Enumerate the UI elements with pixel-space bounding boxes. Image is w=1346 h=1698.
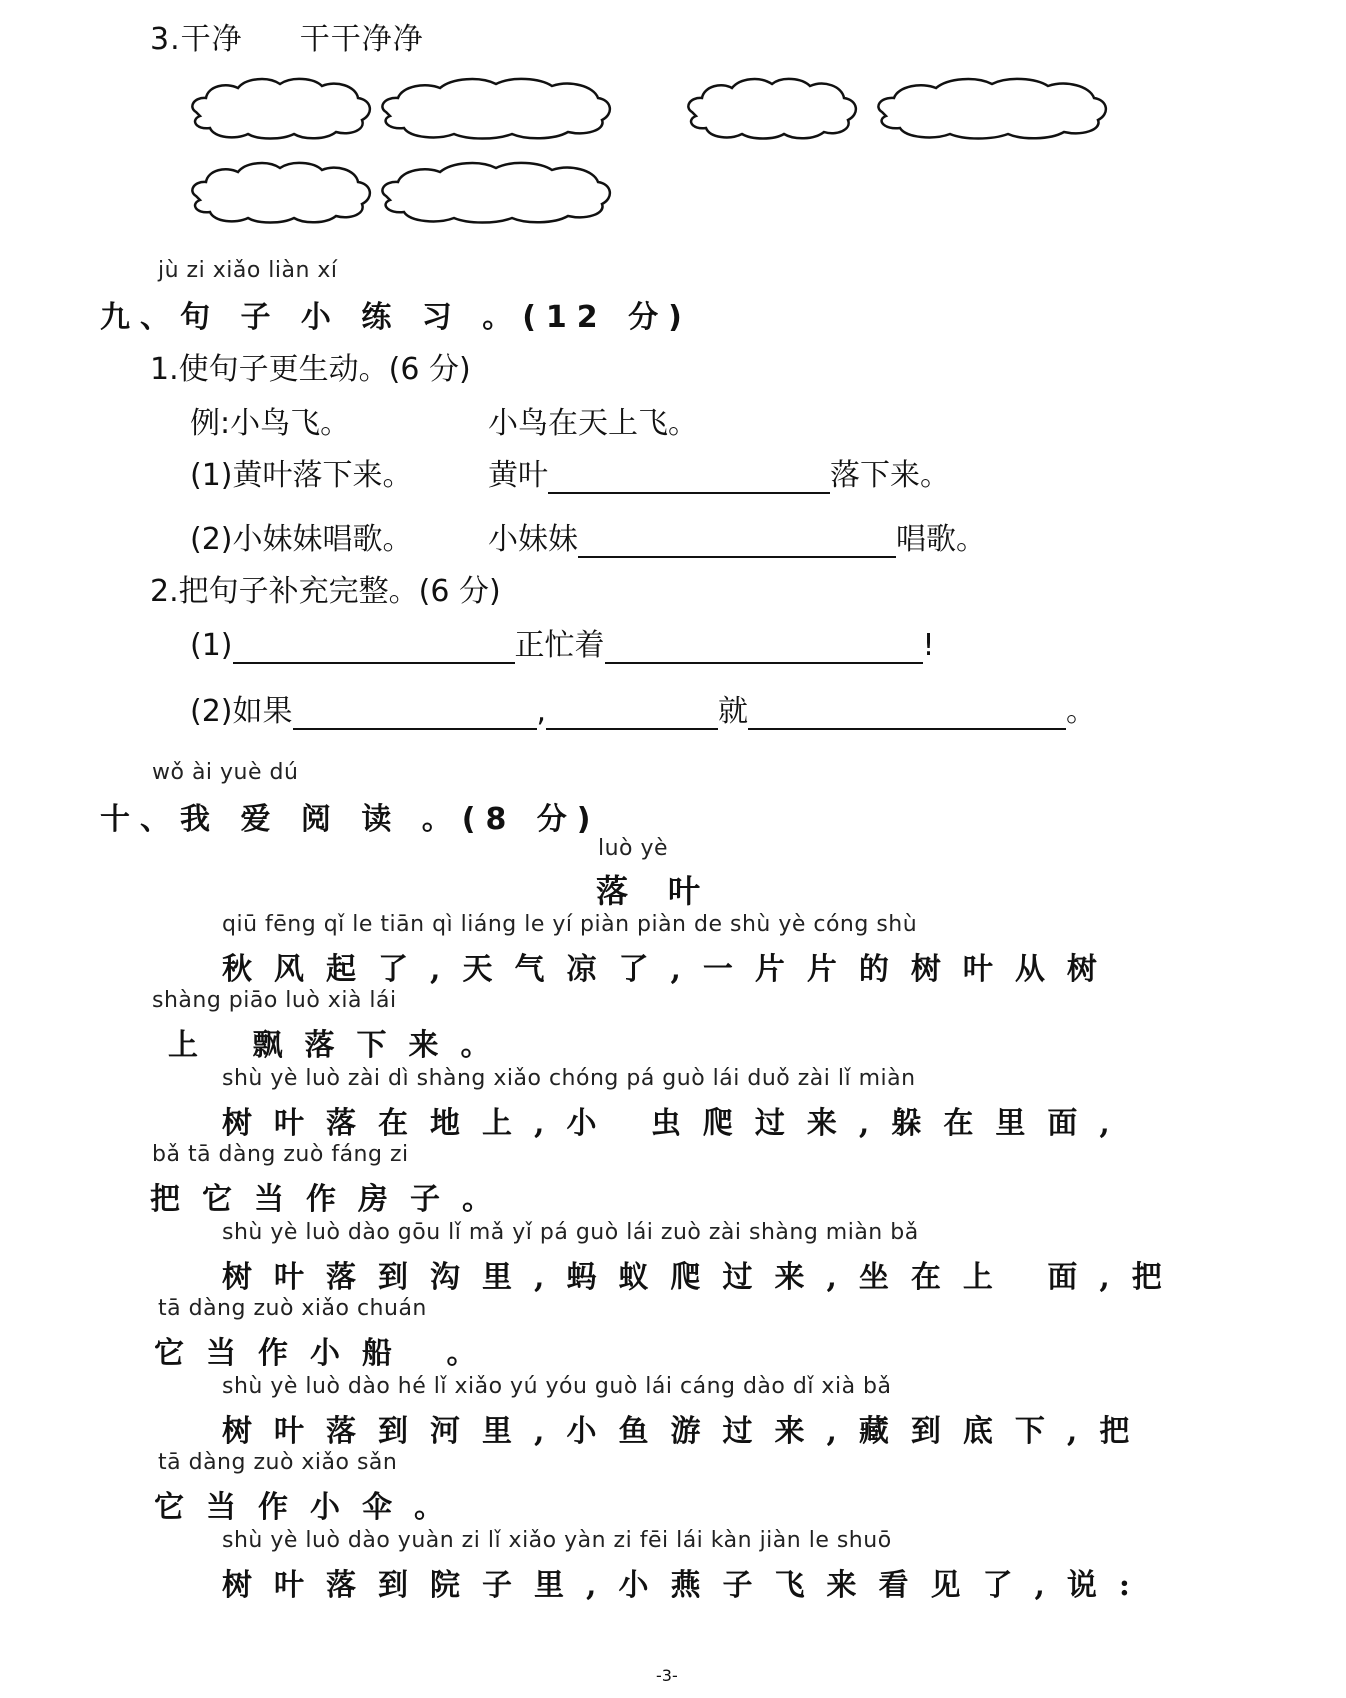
q2-a-line bbox=[190, 620, 935, 664]
q2-a-blank-1[interactable] bbox=[233, 632, 515, 664]
q2-b-end: 。 bbox=[1066, 694, 1097, 729]
q1-example-left: 例:小鸟飞。 bbox=[190, 406, 351, 441]
q1-b-suffix: 唱歌。 bbox=[896, 522, 986, 557]
q2-b-label: (2)如果 bbox=[190, 694, 293, 729]
section-9-title: 九、句 子 小 练 习 。(12 分) bbox=[100, 300, 692, 335]
q1-a-answer-line bbox=[488, 450, 950, 494]
story-pinyin-1: qiū fēng qǐ le tiān qì liáng le yí piàn piàn de shù yè cóng shù bbox=[222, 912, 918, 937]
q1-b-blank[interactable] bbox=[578, 526, 896, 558]
story-pinyin-9: shù yè luò dào yuàn zi lǐ xiǎo yàn zi fēi lái kàn jiàn le shuō bbox=[222, 1528, 892, 1553]
cloud-box-5[interactable] bbox=[186, 156, 376, 226]
q2-b-blank-2[interactable] bbox=[546, 698, 718, 730]
cloud-box-6[interactable] bbox=[376, 156, 616, 226]
story-title: 落叶 bbox=[596, 872, 741, 910]
item-3-line bbox=[150, 14, 424, 58]
q2-b-blank-1[interactable] bbox=[293, 698, 537, 730]
q2-a-blank-2[interactable] bbox=[605, 632, 923, 664]
story-text-4: 把它当作房子。 bbox=[150, 1182, 514, 1217]
story-text-8: 它当作小伞。 bbox=[154, 1490, 466, 1525]
cloud-box-3[interactable] bbox=[682, 72, 862, 142]
cloud-box-1[interactable] bbox=[186, 72, 376, 142]
cloud-box-4[interactable] bbox=[872, 72, 1112, 142]
story-text-6: 它当作小船 。 bbox=[154, 1336, 499, 1371]
story-pinyin-4: bǎ tā dàng zuò fáng zi bbox=[152, 1142, 409, 1167]
item-3-pattern: 干干净净 bbox=[299, 22, 424, 57]
story-text-7: 树叶落到河里,小鱼游过来,藏到底下,把 bbox=[222, 1414, 1152, 1449]
q1-a-suffix: 落下来。 bbox=[830, 458, 950, 493]
story-pinyin-2: shàng piāo luò xià lái bbox=[152, 988, 397, 1013]
story-pinyin-3: shù yè luò zài dì shàng xiǎo chóng pá guò lái duǒ zài lǐ miàn bbox=[222, 1066, 916, 1091]
story-text-5: 树叶落到沟里,蚂蚁爬过来,坐在上 面,把 bbox=[222, 1260, 1184, 1295]
section-10-pinyin: wǒ ài yuè dú bbox=[152, 760, 299, 785]
story-title-pinyin: luò yè bbox=[598, 836, 669, 861]
q2-b-mid: 就 bbox=[718, 694, 749, 729]
q1-b-answer-line bbox=[488, 514, 986, 558]
cloud-box-2[interactable] bbox=[376, 72, 616, 142]
section-10-title: 十、我 爱 阅 读 。(8 分) bbox=[100, 802, 601, 837]
story-text-3: 树叶落在地上,小 虫爬过来,躲在里面, bbox=[222, 1106, 1132, 1141]
q1-b-prefix: 小妹妹 bbox=[488, 522, 578, 557]
q1-title: 1.使句子更生动。(6 分) bbox=[150, 352, 471, 387]
q2-title: 2.把句子补充完整。(6 分) bbox=[150, 574, 501, 609]
story-pinyin-6: tā dàng zuò xiǎo chuán bbox=[158, 1296, 427, 1321]
story-text-2: 上 飘落下来。 bbox=[168, 1028, 513, 1063]
story-text-9: 树叶落到院子里,小燕子飞来看见了,说: bbox=[222, 1568, 1152, 1603]
q1-a-prefix: 黄叶 bbox=[488, 458, 548, 493]
story-pinyin-5: shù yè luò dào gōu lǐ mǎ yǐ pá guò lái zuò zài shàng miàn bǎ bbox=[222, 1220, 919, 1245]
q2-b-line bbox=[190, 686, 1096, 730]
q1-b-left: (2)小妹妹唱歌。 bbox=[190, 522, 413, 557]
q1-a-blank[interactable] bbox=[548, 462, 830, 494]
q2-a-end: ! bbox=[922, 628, 935, 663]
page-number: -3- bbox=[656, 1666, 678, 1685]
q2-b-comma: , bbox=[536, 694, 547, 729]
q1-example-right: 小鸟在天上飞。 bbox=[488, 406, 698, 441]
section-9-pinyin: jù zi xiǎo liàn xí bbox=[158, 258, 338, 283]
q1-a-left: (1)黄叶落下来。 bbox=[190, 458, 413, 493]
q2-b-blank-3[interactable] bbox=[748, 698, 1066, 730]
story-pinyin-7: shù yè luò dào hé lǐ xiǎo yú yóu guò lái cáng dào dǐ xià bǎ bbox=[222, 1374, 892, 1399]
q2-a-mid: 正忙着 bbox=[514, 628, 605, 663]
q2-a-label: (1) bbox=[190, 628, 233, 663]
story-text-1: 秋风起了,天气凉了,一片片的树叶从树 bbox=[222, 952, 1119, 987]
item-3-word: 3.干净 bbox=[150, 22, 243, 57]
story-pinyin-8: tā dàng zuò xiǎo sǎn bbox=[158, 1450, 398, 1475]
